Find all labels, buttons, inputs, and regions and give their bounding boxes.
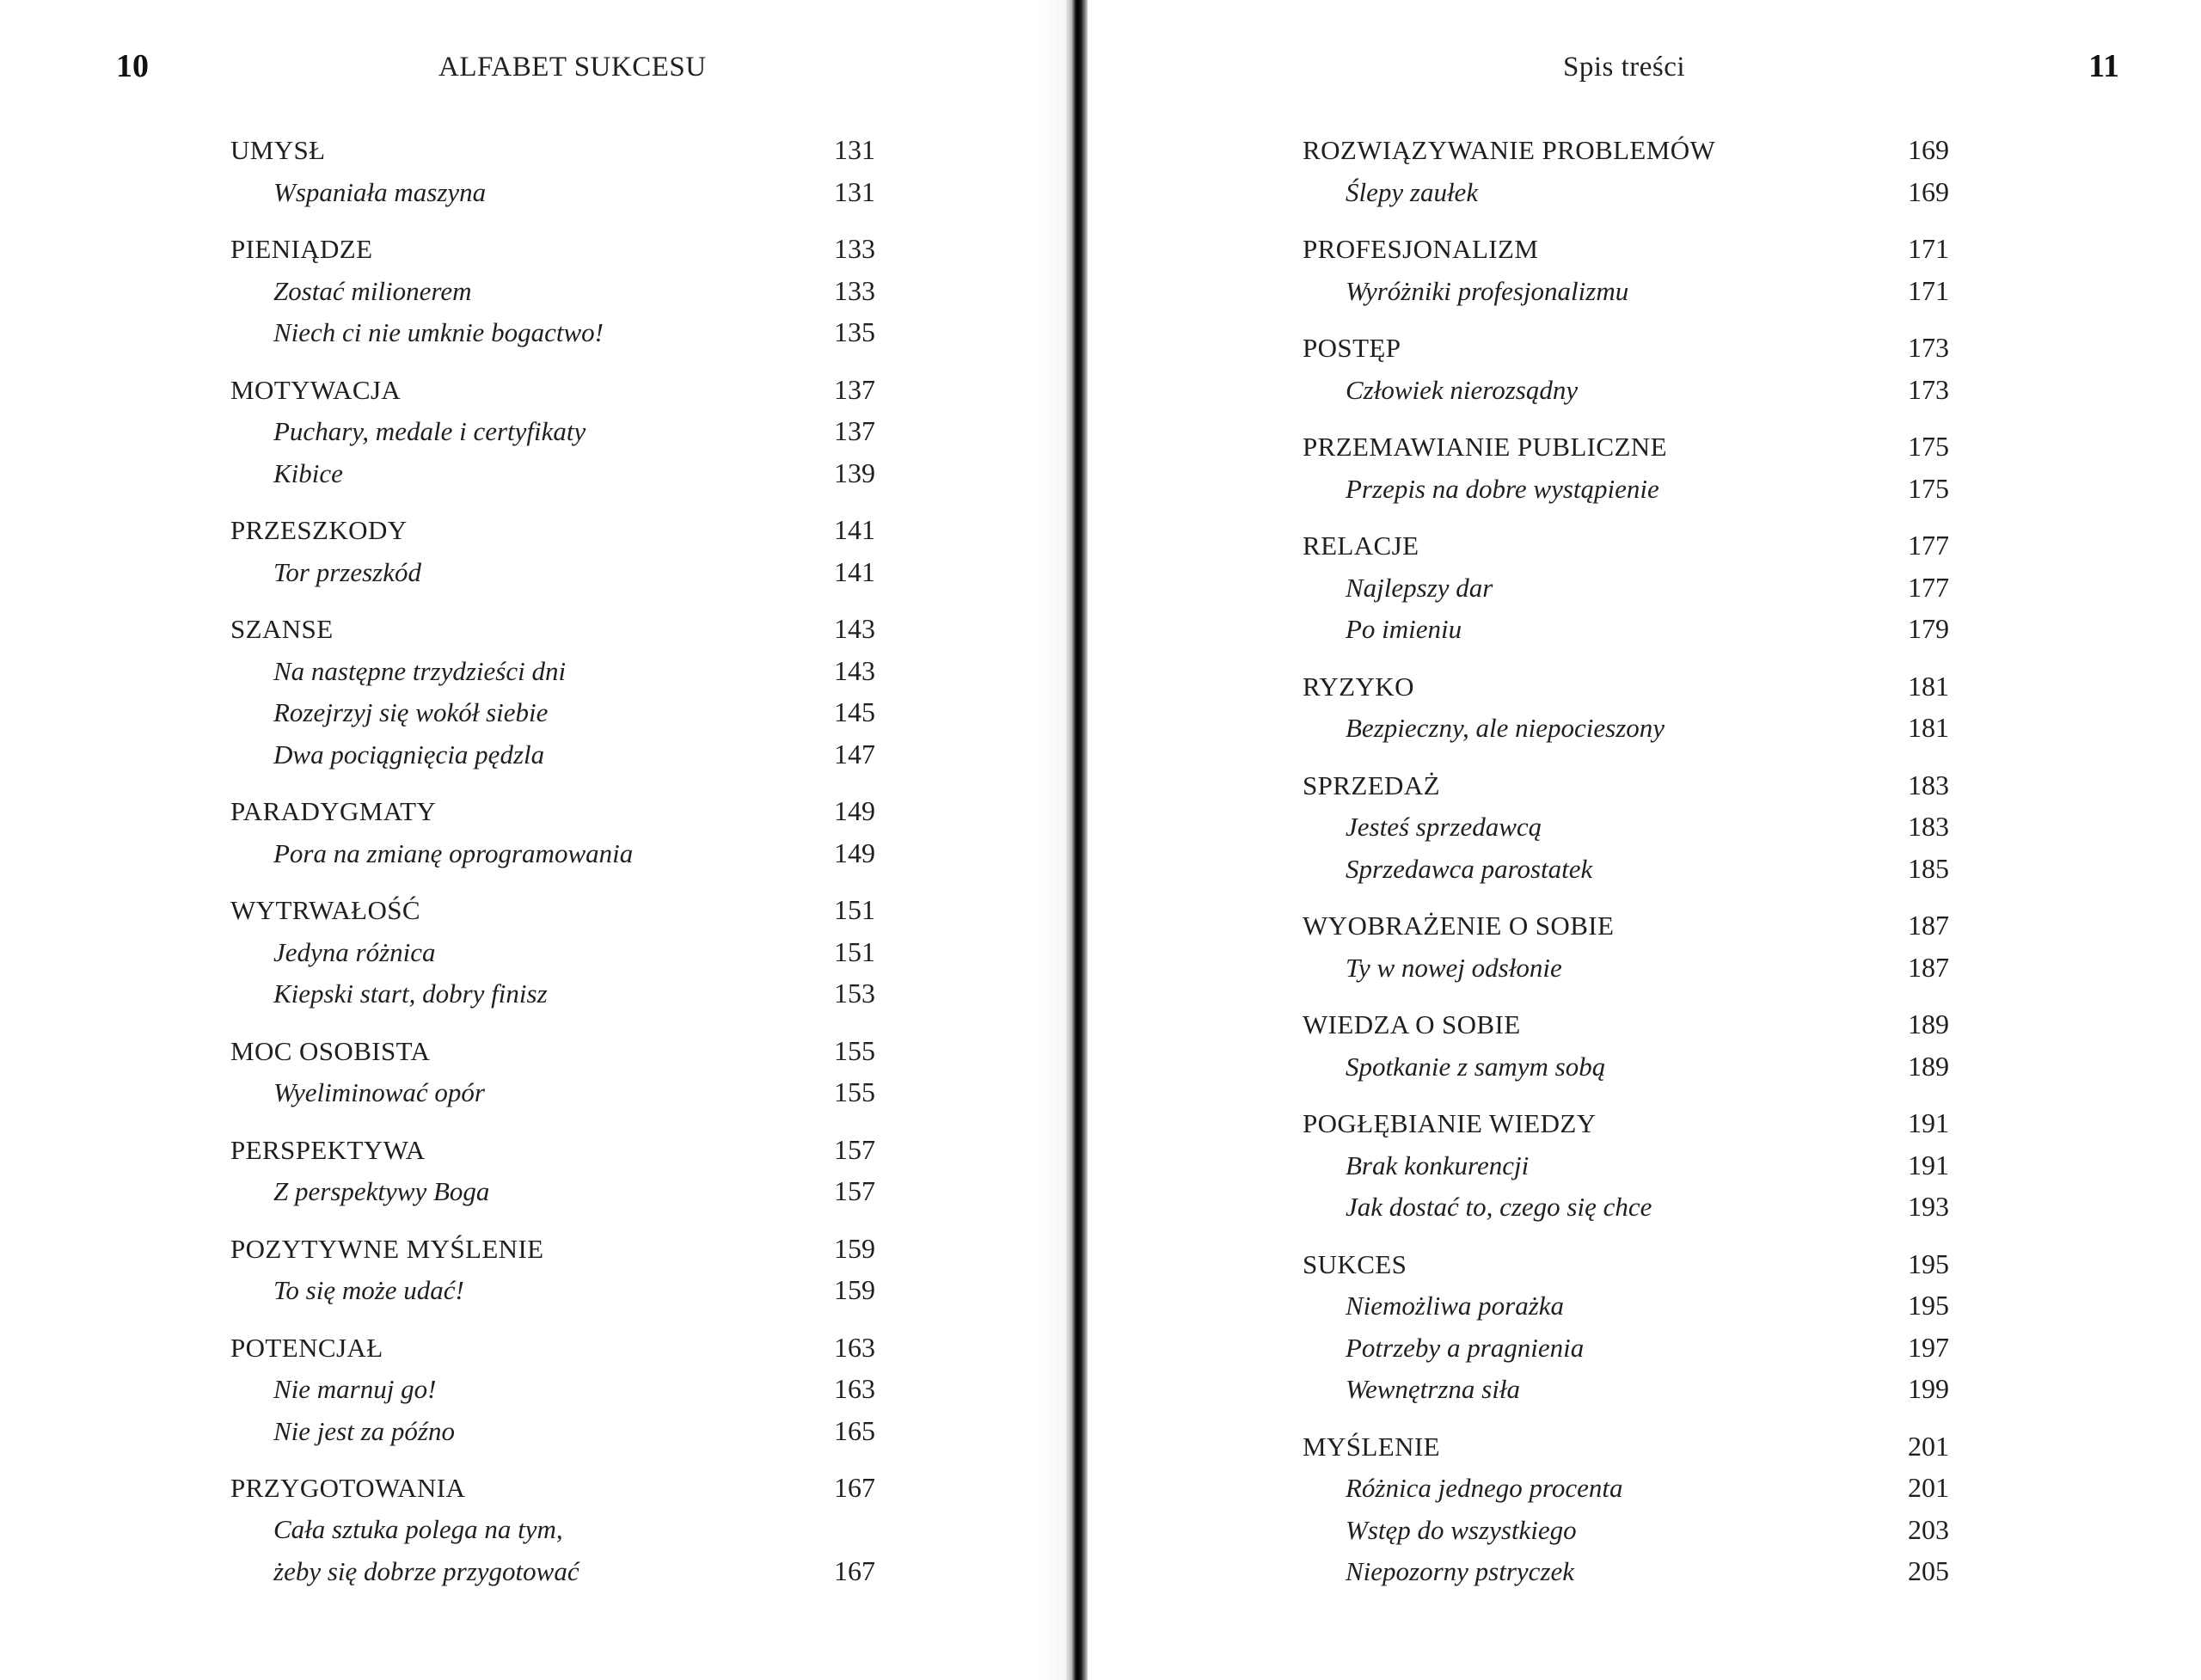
toc-section-heading bbox=[1303, 524, 1949, 567]
section-title: WIEDZA O SOBIE bbox=[1303, 1009, 1521, 1039]
entry-page-number: 177 bbox=[1908, 571, 1949, 603]
entry-page-number: 133 bbox=[834, 274, 875, 306]
toc-entry bbox=[1303, 1144, 1949, 1186]
toc-section bbox=[230, 1467, 875, 1592]
entry-title: Nie jest za późno bbox=[273, 1415, 455, 1446]
toc-section bbox=[230, 1129, 875, 1212]
entry-title: Różnica jednego procenta bbox=[1346, 1473, 1623, 1503]
toc-entry bbox=[230, 1269, 875, 1311]
toc-entry bbox=[230, 733, 875, 776]
toc-section bbox=[1303, 426, 1949, 509]
section-page-number: 137 bbox=[834, 373, 875, 405]
entry-title: Cała sztuka polega na tym, bbox=[273, 1513, 563, 1544]
entry-page-number: 171 bbox=[1908, 274, 1949, 306]
entry-title: Najlepszy dar bbox=[1346, 572, 1493, 603]
toc-section bbox=[1303, 1426, 1949, 1592]
toc-entry bbox=[230, 1071, 875, 1113]
entry-page-number: 205 bbox=[1908, 1555, 1949, 1586]
entry-title: Sprzedawca parostatek bbox=[1346, 853, 1593, 884]
toc-entry bbox=[1303, 1186, 1949, 1228]
entry-page-number: 185 bbox=[1908, 852, 1949, 884]
toc-section-heading bbox=[230, 1129, 875, 1171]
entry-title: Z perspektywy Boga bbox=[273, 1176, 490, 1206]
entry-page-number: 173 bbox=[1908, 373, 1949, 405]
section-page-number: 175 bbox=[1908, 431, 1949, 462]
entry-title: Kibice bbox=[273, 457, 343, 488]
toc-section-heading bbox=[1303, 904, 1949, 947]
section-title: POSTĘP bbox=[1303, 333, 1401, 363]
toc-entry bbox=[230, 410, 875, 452]
page-number: 10 bbox=[116, 48, 149, 84]
toc-entry bbox=[230, 551, 875, 593]
entry-page-number: 151 bbox=[834, 935, 875, 967]
entry-page-number: 131 bbox=[834, 175, 875, 207]
section-page-number: 141 bbox=[834, 514, 875, 545]
toc-section-heading bbox=[230, 1228, 875, 1270]
toc-entry bbox=[230, 691, 875, 733]
toc-entry bbox=[230, 1368, 875, 1410]
toc-section bbox=[230, 509, 875, 592]
toc-entry bbox=[1303, 947, 1949, 989]
left-page bbox=[0, 0, 1066, 1680]
spine-shadow-left bbox=[1040, 0, 1066, 1680]
running-head: ALFABET SUKCESU bbox=[438, 52, 707, 83]
section-title: WYOBRAŻENIE O SOBIE bbox=[1303, 911, 1615, 941]
section-title: WYTRWAŁOŚĆ bbox=[230, 895, 420, 925]
toc-section-heading bbox=[1303, 1426, 1949, 1468]
toc-entry bbox=[1303, 171, 1949, 213]
entry-page-number: 175 bbox=[1908, 472, 1949, 504]
entry-title: Wyróżniki profesjonalizmu bbox=[1346, 275, 1629, 306]
entry-title: żeby się dobrze przygotować bbox=[273, 1556, 579, 1586]
toc-entry bbox=[1303, 608, 1949, 650]
toc-section bbox=[1303, 327, 1949, 410]
section-title: PRZESZKODY bbox=[230, 515, 408, 545]
running-head: Spis treści bbox=[1563, 52, 1686, 83]
entry-page-number: 169 bbox=[1908, 175, 1949, 207]
book-spine bbox=[1066, 0, 1088, 1680]
entry-page-number: 141 bbox=[834, 555, 875, 587]
toc-entry bbox=[1303, 848, 1949, 890]
table-of-contents bbox=[1303, 129, 1949, 1608]
section-page-number: 173 bbox=[1908, 332, 1949, 363]
entry-page-number: 191 bbox=[1908, 1149, 1949, 1180]
section-page-number: 167 bbox=[834, 1472, 875, 1503]
toc-section-heading bbox=[230, 129, 875, 171]
entry-page-number: 187 bbox=[1908, 951, 1949, 983]
toc-section bbox=[230, 1327, 875, 1452]
entry-title: Tor przeszkód bbox=[273, 556, 421, 587]
entry-page-number: 149 bbox=[834, 837, 875, 868]
toc-entry bbox=[230, 1410, 875, 1452]
toc-section bbox=[1303, 1003, 1949, 1087]
toc-section bbox=[1303, 129, 1949, 212]
toc-section-heading bbox=[230, 1467, 875, 1509]
toc-section bbox=[1303, 1243, 1949, 1410]
section-page-number: 131 bbox=[834, 134, 875, 165]
section-title: PROFESJONALIZM bbox=[1303, 234, 1539, 264]
toc-section-heading bbox=[230, 1030, 875, 1072]
entry-title: Wstęp do wszystkiego bbox=[1346, 1514, 1577, 1545]
toc-entry bbox=[230, 972, 875, 1015]
toc-section-heading bbox=[1303, 129, 1949, 171]
toc-section bbox=[230, 228, 875, 353]
entry-page-number: 139 bbox=[834, 457, 875, 488]
entry-page-number: 165 bbox=[834, 1414, 875, 1446]
section-title: ROZWIĄZYWANIE PROBLEMÓW bbox=[1303, 135, 1716, 165]
toc-section bbox=[230, 1030, 875, 1113]
toc-entry bbox=[1303, 1509, 1949, 1551]
entry-title: Rozejrzyj się wokół siebie bbox=[273, 697, 549, 727]
section-page-number: 159 bbox=[834, 1232, 875, 1264]
toc-section bbox=[230, 608, 875, 775]
toc-entry bbox=[1303, 1327, 1949, 1369]
section-page-number: 189 bbox=[1908, 1009, 1949, 1039]
entry-title: Jedyna różnica bbox=[273, 936, 436, 967]
entry-page-number: 193 bbox=[1908, 1191, 1949, 1222]
section-page-number: 187 bbox=[1908, 910, 1949, 941]
toc-entry bbox=[1303, 1045, 1949, 1088]
section-page-number: 181 bbox=[1908, 670, 1949, 702]
toc-section bbox=[1303, 1102, 1949, 1228]
toc-entry bbox=[1303, 369, 1949, 411]
section-title: SZANSE bbox=[230, 614, 334, 644]
section-title: MYŚLENIE bbox=[1303, 1431, 1440, 1462]
section-title: SUKCES bbox=[1303, 1248, 1407, 1279]
entry-title: Przepis na dobre wystąpienie bbox=[1346, 473, 1659, 504]
right-page bbox=[1088, 0, 2201, 1680]
toc-section bbox=[230, 369, 875, 494]
toc-section bbox=[1303, 904, 1949, 988]
entry-page-number: 145 bbox=[834, 696, 875, 727]
section-page-number: 155 bbox=[834, 1034, 875, 1066]
entry-page-number: 163 bbox=[834, 1373, 875, 1404]
entry-title: Po imieniu bbox=[1346, 614, 1462, 644]
entry-page-number: 147 bbox=[834, 738, 875, 769]
section-title: RELACJE bbox=[1303, 530, 1419, 561]
toc-entry bbox=[230, 452, 875, 494]
section-title: POZYTYWNE MYŚLENIE bbox=[230, 1233, 544, 1264]
entry-page-number: 189 bbox=[1908, 1050, 1949, 1082]
toc-section-heading bbox=[230, 1327, 875, 1369]
toc-entry bbox=[1303, 1550, 1949, 1592]
entry-title: Bezpieczny, ale niepocieszony bbox=[1346, 713, 1665, 743]
toc-section-heading bbox=[1303, 426, 1949, 468]
toc-entry bbox=[1303, 806, 1949, 848]
section-page-number: 151 bbox=[834, 894, 875, 925]
section-title: PARADYGMATY bbox=[230, 796, 437, 826]
entry-title: Niech ci nie umknie bogactwo! bbox=[273, 317, 604, 347]
entry-title: Zostać milionerem bbox=[273, 275, 472, 306]
toc-section-heading bbox=[1303, 1102, 1949, 1144]
toc-section-heading bbox=[230, 509, 875, 551]
entry-page-number: 153 bbox=[834, 978, 875, 1009]
entry-title: Nie marnuj go! bbox=[273, 1374, 437, 1404]
section-page-number: 163 bbox=[834, 1331, 875, 1363]
section-title: UMYSŁ bbox=[230, 135, 326, 165]
page-number: 11 bbox=[2088, 48, 2119, 84]
entry-page-number: 197 bbox=[1908, 1331, 1949, 1363]
toc-section-heading bbox=[230, 790, 875, 832]
toc-section-heading bbox=[230, 228, 875, 270]
section-page-number: 191 bbox=[1908, 1107, 1949, 1138]
section-page-number: 201 bbox=[1908, 1430, 1949, 1462]
entry-title: Pora na zmianę oprogramowania bbox=[273, 837, 634, 868]
entry-title: Jak dostać to, czego się chce bbox=[1346, 1192, 1652, 1222]
entry-title: Spotkanie z samym sobą bbox=[1346, 1051, 1606, 1082]
toc-entry bbox=[230, 650, 875, 692]
toc-section-heading bbox=[1303, 1243, 1949, 1285]
entry-title: Dwa pociągnięcia pędzla bbox=[273, 739, 545, 769]
entry-title: Wyeliminować opór bbox=[273, 1077, 485, 1107]
toc-entry bbox=[1303, 567, 1949, 609]
toc-section-heading bbox=[230, 889, 875, 931]
toc-entry bbox=[230, 1170, 875, 1212]
toc-section bbox=[1303, 764, 1949, 890]
toc-entry bbox=[230, 270, 875, 312]
toc-entry bbox=[1303, 1368, 1949, 1410]
section-page-number: 133 bbox=[834, 233, 875, 264]
entry-title: Ty w nowej odsłonie bbox=[1346, 952, 1562, 983]
toc-section bbox=[230, 790, 875, 874]
toc-section bbox=[230, 889, 875, 1015]
entry-title: Na następne trzydzieści dni bbox=[273, 655, 567, 686]
entry-page-number: 179 bbox=[1908, 613, 1949, 644]
toc-entry bbox=[230, 311, 875, 353]
toc-section-heading bbox=[1303, 1003, 1949, 1045]
section-title: PRZEMAWIANIE PUBLICZNE bbox=[1303, 432, 1667, 462]
toc-entry bbox=[1303, 468, 1949, 510]
entry-page-number: 195 bbox=[1908, 1290, 1949, 1321]
toc-entry bbox=[230, 1550, 875, 1592]
toc-section bbox=[1303, 665, 1949, 749]
entry-title: Kiepski start, dobry finisz bbox=[273, 978, 548, 1009]
toc-entry bbox=[1303, 707, 1949, 749]
section-page-number: 169 bbox=[1908, 134, 1949, 165]
toc-section-heading bbox=[1303, 228, 1949, 270]
entry-page-number: 167 bbox=[834, 1555, 875, 1586]
entry-page-number: 137 bbox=[834, 415, 875, 446]
entry-page-number: 181 bbox=[1908, 712, 1949, 743]
section-title: MOTYWACJA bbox=[230, 374, 402, 405]
section-page-number: 143 bbox=[834, 613, 875, 644]
section-title: SPRZEDAŻ bbox=[1303, 769, 1440, 800]
entry-title: To się może udać! bbox=[273, 1275, 464, 1305]
entry-title: Potrzeby a pragnienia bbox=[1346, 1332, 1585, 1363]
entry-page-number: 159 bbox=[834, 1274, 875, 1305]
entry-title: Wewnętrzna siła bbox=[1346, 1374, 1520, 1404]
section-title: POGŁĘBIANIE WIEDZY bbox=[1303, 1108, 1597, 1138]
toc-section-heading bbox=[1303, 764, 1949, 806]
toc-entry bbox=[230, 931, 875, 973]
toc-entry bbox=[230, 1509, 875, 1551]
entry-title: Niepozorny pstryczek bbox=[1346, 1556, 1575, 1586]
section-page-number: 177 bbox=[1908, 530, 1949, 561]
entry-title: Jesteś sprzedawcą bbox=[1346, 812, 1542, 842]
entry-page-number: 157 bbox=[834, 1175, 875, 1206]
section-title: PERSPEKTYWA bbox=[230, 1134, 426, 1165]
toc-section bbox=[230, 129, 875, 212]
toc-section-heading bbox=[230, 608, 875, 650]
toc-section bbox=[1303, 228, 1949, 311]
entry-page-number: 135 bbox=[834, 316, 875, 347]
toc-entry bbox=[1303, 1285, 1949, 1327]
section-page-number: 171 bbox=[1908, 233, 1949, 264]
section-title: MOC OSOBISTA bbox=[230, 1035, 431, 1066]
section-page-number: 157 bbox=[834, 1133, 875, 1165]
section-title: POTENCJAŁ bbox=[230, 1332, 383, 1363]
section-title: RYZYKO bbox=[1303, 671, 1414, 702]
toc-entry bbox=[1303, 270, 1949, 312]
toc-section bbox=[230, 1228, 875, 1311]
entry-title: Ślepy zaułek bbox=[1346, 176, 1479, 207]
section-page-number: 149 bbox=[834, 795, 875, 826]
entry-page-number: 143 bbox=[834, 654, 875, 686]
toc-entry bbox=[230, 171, 875, 213]
toc-section bbox=[1303, 524, 1949, 650]
entry-page-number: 183 bbox=[1908, 811, 1949, 842]
section-page-number: 195 bbox=[1908, 1248, 1949, 1279]
entry-title: Wspaniała maszyna bbox=[273, 176, 487, 207]
table-of-contents bbox=[230, 129, 875, 1608]
section-title: PIENIĄDZE bbox=[230, 234, 373, 264]
section-page-number: 183 bbox=[1908, 769, 1949, 800]
entry-page-number: 199 bbox=[1908, 1373, 1949, 1404]
section-title: PRZYGOTOWANIA bbox=[230, 1473, 466, 1503]
entry-page-number: 203 bbox=[1908, 1513, 1949, 1545]
toc-section-heading bbox=[1303, 327, 1949, 369]
toc-entry bbox=[1303, 1467, 1949, 1509]
entry-title: Puchary, medale i certyfikaty bbox=[273, 416, 586, 446]
toc-section-heading bbox=[1303, 665, 1949, 708]
toc-entry bbox=[230, 832, 875, 874]
entry-page-number: 155 bbox=[834, 1076, 875, 1107]
entry-title: Człowiek nierozsądny bbox=[1346, 374, 1579, 405]
entry-title: Niemożliwa porażka bbox=[1346, 1291, 1565, 1321]
entry-title: Brak konkurencji bbox=[1346, 1150, 1530, 1180]
entry-page-number: 201 bbox=[1908, 1472, 1949, 1503]
toc-section-heading bbox=[230, 369, 875, 411]
